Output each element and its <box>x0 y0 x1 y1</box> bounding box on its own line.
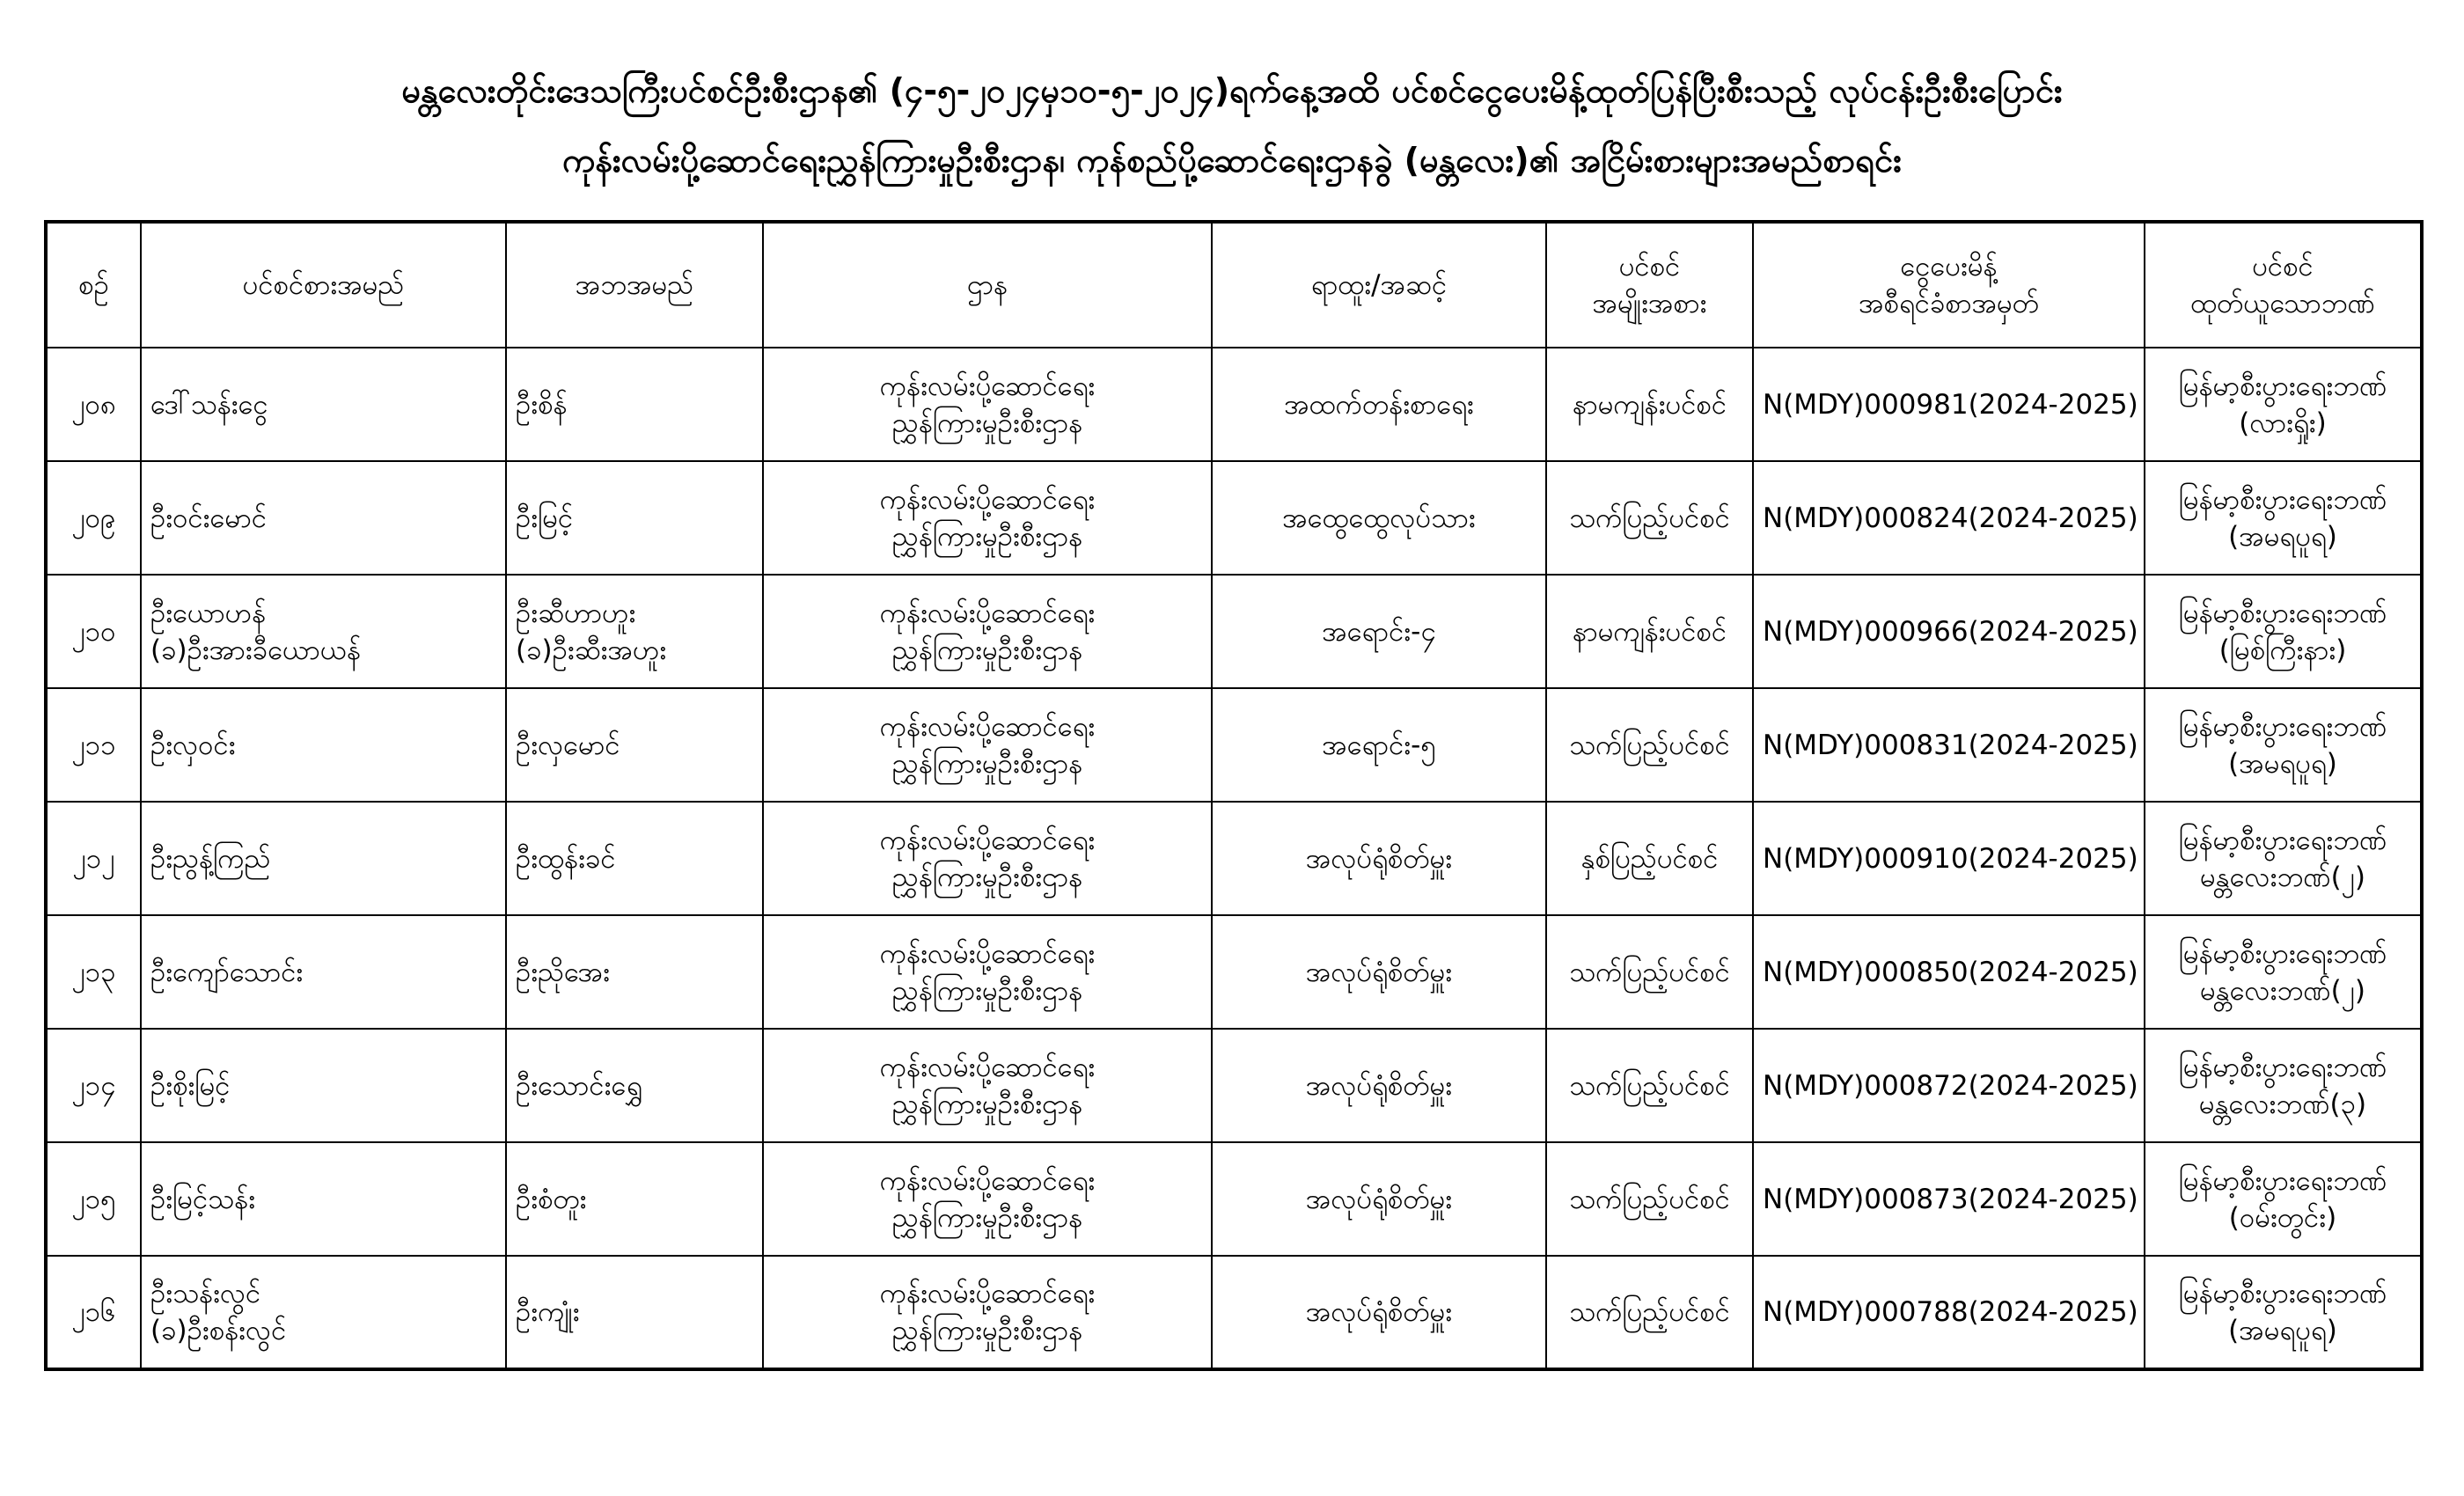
cell-pension-type-text: နာမကျန်းပင်စင် <box>1572 615 1727 648</box>
cell-department <box>763 688 1212 802</box>
cell-bank-text: (လားရှိုး) <box>2239 407 2327 439</box>
cell-bank-text: (အမရပူရ) <box>2228 520 2337 553</box>
table-row <box>46 1256 2422 1369</box>
cell-pensioner-name-text: ဦးစိုးမြင့် <box>150 1069 231 1102</box>
cell-department-text: ညွှန်ကြားမှုဦးစီးဌာန <box>891 974 1083 1007</box>
cell-father-name-text: (ခ)ဦးဆီးအဟူး <box>516 634 667 666</box>
cell-pension-type-text: နှစ်ပြည့်ပင်စင် <box>1580 842 1719 875</box>
cell-rank <box>1212 915 1546 1029</box>
cell-payment-order-text: N(MDY)000831(2024-2025) <box>1763 729 2138 761</box>
cell-pensioner-name-text: ဒေါ်သန်းငွေ <box>150 388 268 421</box>
cell-pension-type-text: သက်ပြည့်ပင်စင် <box>1569 729 1730 761</box>
cell-no <box>46 1029 141 1142</box>
cell-no <box>46 802 141 915</box>
cell-no-text: ၂၁၂ <box>72 842 115 875</box>
cell-rank-text: အလုပ်ရုံစိတ်မှူး <box>1305 842 1453 875</box>
cell-pension-type <box>1546 802 1753 915</box>
cell-father-name-text: ဦးစိန် <box>516 388 568 421</box>
table-row <box>46 1029 2422 1142</box>
cell-bank-text: မြန်မာ့စီးပွားရေးဘဏ် <box>2178 824 2387 856</box>
cell-rank-text: အထွေထွေလုပ်သား <box>1282 502 1476 534</box>
cell-rank <box>1212 348 1546 461</box>
cell-no-text: ၂၁၅ <box>71 1183 116 1215</box>
cell-department-text: ကုန်းလမ်းပို့ဆောင်ရေး <box>879 937 1096 970</box>
header-department: ဌာန <box>763 222 1212 348</box>
cell-bank-text: မြန်မာ့စီးပွားရေးဘဏ် <box>2178 937 2387 970</box>
cell-pensioner-name-text: ဦးယောဟန် <box>150 597 267 629</box>
table-row <box>46 575 2422 688</box>
cell-no-text: ၂၀၈ <box>71 388 116 421</box>
cell-father-name-text: ဦးကျုံး <box>516 1296 580 1328</box>
cell-department-text: ညွှန်ကြားမှုဦးစီးဌာန <box>891 1201 1083 1234</box>
cell-pensioner-name <box>141 802 506 915</box>
cell-payment-order-text: N(MDY)000824(2024-2025) <box>1763 502 2138 534</box>
cell-no <box>46 348 141 461</box>
cell-pensioner-name-text: ဦးညွန့်ကြည် <box>150 842 271 875</box>
cell-bank-text: မြန်မာ့စီးပွားရေးဘဏ် <box>2178 710 2387 743</box>
cell-department <box>763 1142 1212 1256</box>
cell-pension-type <box>1546 575 1753 688</box>
cell-payment-order-text: N(MDY)000873(2024-2025) <box>1763 1183 2138 1215</box>
cell-pensioner-name-text: ဦးသန်းလွင် <box>150 1278 261 1309</box>
cell-pensioner-name <box>141 348 506 461</box>
cell-no <box>46 688 141 802</box>
cell-rank-text: အရောင်း-၄ <box>1322 615 1436 648</box>
cell-father-name-text: ဦးဆီဟာဟူး <box>516 597 636 629</box>
cell-father-name <box>506 1256 763 1369</box>
cell-bank-text: (ဝမ်းတွင်း) <box>2228 1201 2337 1234</box>
cell-bank-text: မြန်မာ့စီးပွားရေးဘဏ် <box>2178 483 2387 516</box>
cell-pensioner-name <box>141 915 506 1029</box>
cell-bank-text: မြန်မာ့စီးပွားရေးဘဏ် <box>2178 1164 2387 1197</box>
cell-pensioner-name-text: ဦးမြင့်သန်း <box>150 1183 256 1215</box>
cell-department <box>763 1256 1212 1369</box>
cell-pension-type <box>1546 915 1753 1029</box>
cell-father-name-text: ဦးမြင့် <box>516 502 574 534</box>
cell-rank-text: အလုပ်ရုံစိတ်မှူး <box>1305 1183 1453 1215</box>
cell-pension-type-text: သက်ပြည့်ပင်စင် <box>1569 956 1730 988</box>
cell-department-text: ကုန်းလမ်းပို့ဆောင်ရေး <box>879 824 1096 856</box>
page-title-line-2: ကုန်းလမ်းပို့ဆောင်ရေးညွှန်ကြားမှုဦးစီးဌာန၊ ကုန်စည်ပို့ဆောင်ရေးဌာနခွဲ (မန္တလေး)၏ အငြိမ်းစားများအမည်စာရင်း <box>562 141 1902 180</box>
cell-bank-text: မန္တလေးဘဏ်(၂) <box>2200 861 2365 893</box>
cell-pensioner-name <box>141 1256 506 1369</box>
cell-pensioner-name <box>141 1142 506 1256</box>
cell-department-text: ကုန်းလမ်းပို့ဆောင်ရေး <box>879 370 1096 402</box>
cell-father-name-text: ဦးစံတူး <box>516 1183 587 1215</box>
cell-pension-type <box>1546 1256 1753 1369</box>
table-row <box>46 688 2422 802</box>
cell-father-name <box>506 688 763 802</box>
cell-father-name <box>506 348 763 461</box>
cell-rank <box>1212 1256 1546 1369</box>
cell-department-text: ညွှန်ကြားမှုဦးစီးဌာန <box>891 1315 1083 1346</box>
cell-bank <box>2145 688 2422 802</box>
cell-father-name-text: ဦးညိုအေး <box>516 956 610 988</box>
cell-no-text: ၂၁၃ <box>71 956 116 988</box>
cell-pensioner-name-text: ဦးဝင်းမောင် <box>150 502 268 534</box>
cell-rank <box>1212 575 1546 688</box>
cell-payment-order <box>1753 1029 2145 1142</box>
cell-bank-text: မြန်မာ့စီးပွားရေးဘဏ် <box>2178 1051 2387 1083</box>
header-pension-type: ပင်စင် အမျိုးအစား <box>1546 222 1753 348</box>
table-row <box>46 461 2422 575</box>
cell-bank-text: (မြစ်ကြီးနား) <box>2218 634 2347 666</box>
cell-department-text: ကုန်းလမ်းပို့ဆောင်ရေး <box>879 1164 1096 1197</box>
cell-bank <box>2145 802 2422 915</box>
cell-pension-type <box>1546 461 1753 575</box>
cell-rank <box>1212 1142 1546 1256</box>
cell-pension-type-text: သက်ပြည့်ပင်စင် <box>1569 1296 1730 1328</box>
cell-rank <box>1212 802 1546 915</box>
cell-pensioner-name <box>141 461 506 575</box>
cell-bank-text: (အမရပူရ) <box>2228 747 2337 780</box>
cell-payment-order-text: N(MDY)000966(2024-2025) <box>1763 615 2138 648</box>
cell-father-name-text: ဦးသောင်းရွှေ <box>516 1069 642 1102</box>
table-row <box>46 802 2422 915</box>
cell-department-text: ကုန်းလမ်းပို့ဆောင်ရေး <box>879 597 1096 629</box>
cell-department-text: ညွှန်ကြားမှုဦးစီးဌာန <box>891 407 1083 439</box>
table-row <box>46 915 2422 1029</box>
cell-bank <box>2145 1029 2422 1142</box>
cell-pension-type-text: နာမကျန်းပင်စင် <box>1572 388 1727 421</box>
header-pensioner-name: ပင်စင်စားအမည် <box>141 222 506 348</box>
cell-payment-order <box>1753 802 2145 915</box>
header-payment-order: ငွေပေးမိန့် အစီရင်ခံစာအမှတ် <box>1753 222 2145 348</box>
cell-payment-order <box>1753 461 2145 575</box>
cell-pensioner-name <box>141 1029 506 1142</box>
cell-department-text: ကုန်းလမ်းပို့ဆောင်ရေး <box>879 1278 1096 1309</box>
cell-payment-order <box>1753 1142 2145 1256</box>
cell-bank <box>2145 461 2422 575</box>
cell-pension-type <box>1546 1029 1753 1142</box>
cell-no-text: ၂၁၀ <box>71 615 116 648</box>
cell-department-text: ညွှန်ကြားမှုဦးစီးဌာန <box>891 520 1083 553</box>
cell-pensioner-name <box>141 688 506 802</box>
cell-father-name <box>506 461 763 575</box>
cell-bank-text: မြန်မာ့စီးပွားရေးဘဏ် <box>2178 597 2387 629</box>
cell-father-name <box>506 802 763 915</box>
cell-rank-text: အလုပ်ရုံစိတ်မှူး <box>1305 956 1453 988</box>
pensioner-table <box>44 220 2424 1371</box>
cell-bank-text: မန္တလေးဘဏ်(၂) <box>2200 974 2365 1007</box>
header-bank: ပင်စင် ထုတ်ယူသောဘဏ် <box>2145 222 2422 348</box>
cell-payment-order-text: N(MDY)000872(2024-2025) <box>1763 1069 2138 1102</box>
cell-department-text: ညွှန်ကြားမှုဦးစီးဌာန <box>891 747 1083 780</box>
cell-payment-order <box>1753 915 2145 1029</box>
cell-payment-order <box>1753 688 2145 802</box>
page-title-line-1: မန္တလေးတိုင်းဒေသကြီးပင်စင်ဦးစီးဌာန၏ (၄-၅-၂၀၂၄မှ၁၀-၅-၂၀၂၄)ရက်နေ့အထိ ပင်စင်ငွေပေးမိန့်ထုတ်ပြန်ပြီးစီးသည့် လုပ်ငန်းဦးစီးပြောင်း <box>401 71 2063 110</box>
table-row <box>46 1142 2422 1256</box>
cell-father-name <box>506 1142 763 1256</box>
cell-bank-text: (အမရပူရ) <box>2228 1315 2337 1346</box>
cell-bank-text: မန္တလေးဘဏ်(၃) <box>2198 1088 2367 1120</box>
cell-department-text: ကုန်းလမ်းပို့ဆောင်ရေး <box>879 1051 1096 1083</box>
cell-bank <box>2145 575 2422 688</box>
cell-pension-type-text: သက်ပြည့်ပင်စင် <box>1569 1183 1730 1215</box>
cell-pensioner-name <box>141 575 506 688</box>
cell-no <box>46 575 141 688</box>
cell-rank <box>1212 1029 1546 1142</box>
table-header-row <box>46 222 2422 348</box>
cell-rank <box>1212 461 1546 575</box>
cell-no-text: ၂၀၉ <box>71 502 116 534</box>
cell-payment-order-text: N(MDY)000850(2024-2025) <box>1763 956 2138 988</box>
cell-department <box>763 915 1212 1029</box>
cell-payment-order <box>1753 348 2145 461</box>
cell-payment-order <box>1753 575 2145 688</box>
header-father-name: အဘအမည် <box>506 222 763 348</box>
cell-bank <box>2145 1142 2422 1256</box>
cell-no <box>46 1142 141 1256</box>
cell-department-text: ညွှန်ကြားမှုဦးစီးဌာန <box>891 1088 1083 1120</box>
cell-rank-text: အရောင်း-၅ <box>1322 729 1436 761</box>
header-no: စဉ် <box>46 222 141 348</box>
cell-no <box>46 1256 141 1369</box>
cell-pension-type <box>1546 348 1753 461</box>
cell-rank <box>1212 688 1546 802</box>
cell-pension-type <box>1546 688 1753 802</box>
cell-father-name <box>506 1029 763 1142</box>
cell-pensioner-name-text: (ခ)ဦးစန်းလွင် <box>150 1315 287 1346</box>
cell-payment-order-text: N(MDY)000981(2024-2025) <box>1763 388 2138 421</box>
cell-payment-order-text: N(MDY)000910(2024-2025) <box>1763 842 2138 875</box>
cell-no-text: ၂၁၁ <box>71 729 116 761</box>
header-rank: ရာထူး/အဆင့် <box>1212 222 1546 348</box>
cell-rank-text: အထက်တန်းစာရေး <box>1284 388 1474 421</box>
cell-department <box>763 461 1212 575</box>
cell-payment-order-text: N(MDY)000788(2024-2025) <box>1763 1296 2138 1328</box>
cell-father-name <box>506 575 763 688</box>
cell-bank-text: မြန်မာ့စီးပွားရေးဘဏ် <box>2178 1278 2387 1309</box>
cell-pensioner-name-text: ဦးလှဝင်း <box>150 729 236 761</box>
cell-no <box>46 461 141 575</box>
cell-bank-text: မြန်မာ့စီးပွားရေးဘဏ် <box>2178 370 2387 402</box>
cell-pension-type-text: သက်ပြည့်ပင်စင် <box>1569 1069 1730 1102</box>
cell-pensioner-name-text: (ခ)ဦးအားခီယောယန် <box>150 634 362 666</box>
table-row <box>46 348 2422 461</box>
cell-father-name-text: ဦးလှမောင် <box>516 729 620 761</box>
cell-department-text: ညွှန်ကြားမှုဦးစီးဌာန <box>891 861 1083 893</box>
cell-father-name-text: ဦးထွန်းခင် <box>516 842 616 875</box>
cell-no <box>46 915 141 1029</box>
cell-department <box>763 802 1212 915</box>
cell-rank-text: အလုပ်ရုံစိတ်မှူး <box>1305 1069 1453 1102</box>
cell-department <box>763 348 1212 461</box>
cell-bank <box>2145 915 2422 1029</box>
cell-department-text: ကုန်းလမ်းပို့ဆောင်ရေး <box>879 710 1096 743</box>
cell-pension-type-text: သက်ပြည့်ပင်စင် <box>1569 502 1730 534</box>
cell-department <box>763 1029 1212 1142</box>
cell-department <box>763 575 1212 688</box>
cell-department-text: ညွှန်ကြားမှုဦးစီးဌာန <box>891 634 1083 666</box>
cell-pensioner-name-text: ဦးကျော်သောင်း <box>150 956 304 988</box>
cell-department-text: ကုန်းလမ်းပို့ဆောင်ရေး <box>879 483 1096 516</box>
cell-bank <box>2145 1256 2422 1369</box>
cell-payment-order <box>1753 1256 2145 1369</box>
cell-father-name <box>506 915 763 1029</box>
cell-pension-type <box>1546 1142 1753 1256</box>
cell-bank <box>2145 348 2422 461</box>
cell-rank-text: အလုပ်ရုံစိတ်မှူး <box>1305 1296 1453 1328</box>
cell-no-text: ၂၁၄ <box>71 1069 116 1102</box>
cell-no-text: ၂၁၆ <box>71 1296 116 1328</box>
